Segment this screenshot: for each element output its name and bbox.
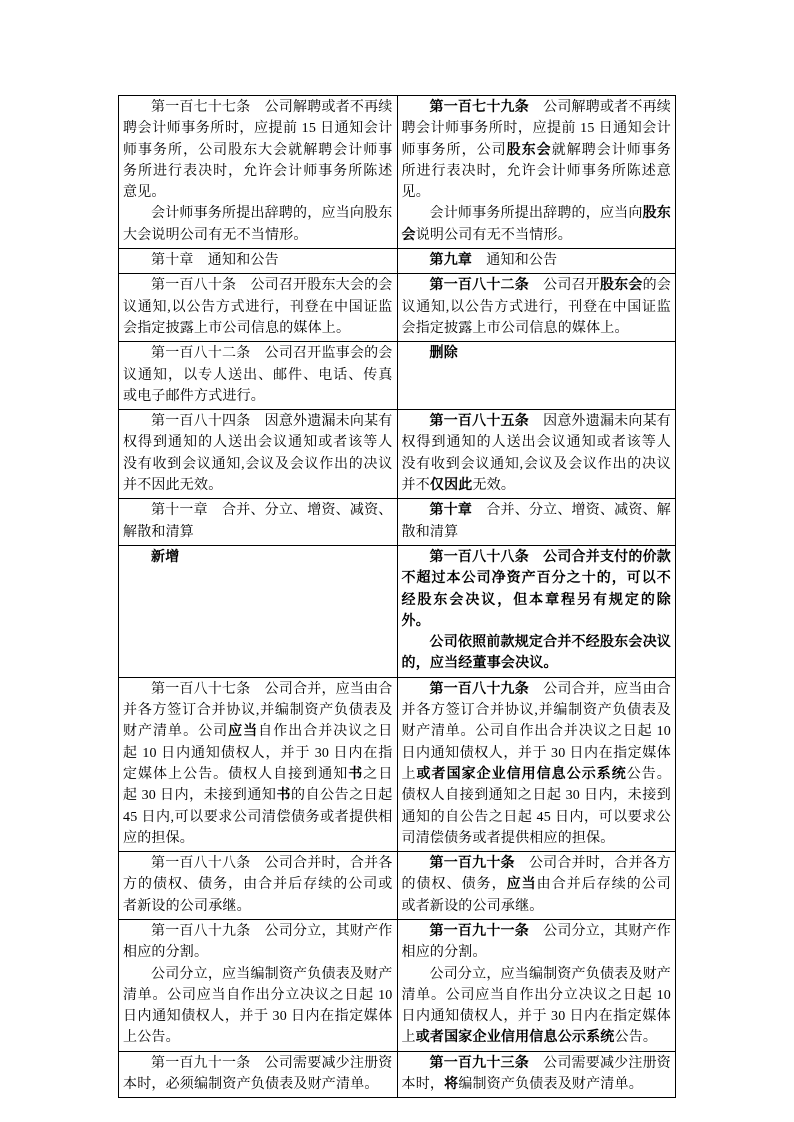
table-row bbox=[119, 274, 676, 342]
revised-text: 应当 bbox=[506, 877, 537, 893]
clause-text: 会计师事务所提出辞聘的，应当向股东大会说明公司有无不当情形。 bbox=[123, 206, 393, 243]
revised-text: 股东会 bbox=[506, 142, 552, 158]
table-row bbox=[119, 852, 676, 920]
clause-text: 第十一章 合并、分立、增资、减资、解散和清算 bbox=[123, 503, 393, 540]
clause-paragraph bbox=[402, 203, 672, 246]
clause-paragraph bbox=[123, 500, 393, 543]
clause-text: 第一百八十九条 公司分立，其财产作相应的分割。 bbox=[123, 923, 393, 961]
clause-cell-left bbox=[119, 249, 398, 274]
revised-text: 删除 bbox=[429, 346, 458, 362]
clause-cell-left bbox=[119, 96, 398, 249]
clause-text: 第一百八十四条 因意外遗漏未向某有权得到通知的人送出会议通知或者该等人没有收到会议通知,会议及会议作出的决议并不因此无效。 bbox=[123, 414, 393, 494]
clause-paragraph bbox=[402, 632, 672, 675]
clause-text: 由合并后存续的公司或者新设的公司承继。 bbox=[401, 877, 672, 914]
clause-text: 第一百八十七条 公司合并，应当由合并各方签订合并协议,并编制资产负债表及财产清单。公司 bbox=[123, 681, 393, 740]
clause-paragraph bbox=[123, 547, 393, 568]
comparison-table-body bbox=[119, 96, 676, 1098]
clause-text: 就解聘会计师事务所进行表决时，允许会计师事务所陈述意见。 bbox=[401, 142, 672, 201]
revised-text: 公司依照前款规定合并不经股东会决议的，应当经董事会决议。 bbox=[401, 635, 671, 672]
clause-text: 编制资产负债表及财产清单。 bbox=[458, 1077, 643, 1093]
clause-text: 公司分立，应当编制资产负债表及财产清单。公司应当自作出分立决议之日起 10 日内通知债权人，并于 30 日内在指定媒体上 bbox=[401, 966, 671, 1046]
clause-cell-right bbox=[397, 96, 676, 249]
revised-text: 新增 bbox=[151, 549, 180, 565]
clause-text: 第一百八十条 公司召开股东大会的会议通知,以公告方式进行，刊登在中国证监会指定披露上市公司信息的媒体上。 bbox=[123, 278, 393, 336]
clause-text: 第一百九十一条 公司需要减少注册资本时，必须编制资产负债表及财产清单。 bbox=[123, 1055, 393, 1093]
clause-paragraph bbox=[402, 500, 672, 543]
table-row bbox=[119, 545, 676, 677]
revised-text: 股东会 bbox=[599, 278, 643, 294]
clause-text: 会计师事务所提出辞聘的，应当向 bbox=[429, 206, 643, 222]
revised-text: 书 bbox=[276, 788, 292, 804]
revised-text: 书 bbox=[348, 766, 364, 782]
clause-paragraph bbox=[123, 203, 393, 246]
revised-text: 第一百七十九条 bbox=[429, 100, 544, 115]
clause-paragraph bbox=[402, 547, 672, 632]
clause-cell-right bbox=[397, 852, 676, 920]
clause-text: 自作出合并决议之日起 10 日内通知债权人，并于 30 日内在指定媒体上公告。债权人自接到通知 bbox=[123, 724, 393, 782]
revised-text: 第一百八十九条 bbox=[429, 681, 544, 697]
clause-cell-left bbox=[119, 852, 398, 920]
clause-paragraph bbox=[123, 964, 393, 1049]
clause-paragraph bbox=[123, 1053, 393, 1096]
clause-paragraph bbox=[402, 921, 672, 964]
clause-cell-left bbox=[119, 410, 398, 499]
clause-cell-right bbox=[397, 342, 676, 410]
revised-text: 第九章 bbox=[429, 253, 473, 269]
table-row bbox=[119, 499, 676, 546]
table-row bbox=[119, 96, 676, 249]
clause-text: 公告。 bbox=[614, 1030, 658, 1046]
clause-paragraph bbox=[402, 964, 672, 1049]
revised-text: 第十章 bbox=[429, 503, 473, 519]
clause-cell-right bbox=[397, 919, 676, 1051]
clause-cell-right bbox=[397, 545, 676, 677]
clause-cell-right bbox=[397, 274, 676, 342]
clause-text: 公司分立，应当编制资产负债表及财产清单。公司应当自作出分立决议之日起 10 日内通知债权人，并于 30 日内在指定媒体上公告。 bbox=[123, 966, 393, 1046]
clause-text: 公司合并，应当由合并各方签订合并协议,并编制资产负债表及财产清单。公司自作出合并决议之日起 10 日内通知债权人，并于 30 日内在指定媒体上 bbox=[401, 681, 671, 782]
clause-paragraph bbox=[402, 250, 672, 271]
clause-paragraph bbox=[402, 1053, 672, 1096]
revised-text: 第一百八十五条 bbox=[429, 414, 544, 430]
clause-text: 公司解聘或者不再续聘会计师事务所时，应提前 15 日通知会计师事务所，公司 bbox=[401, 100, 671, 158]
revised-text: 第一百九十条 bbox=[429, 856, 529, 872]
clause-text: 公司需要减少注册资本时， bbox=[401, 1055, 671, 1093]
clause-cell-right bbox=[397, 249, 676, 274]
clause-paragraph bbox=[402, 343, 672, 364]
clause-text: 通知和公告 bbox=[472, 253, 558, 269]
clause-paragraph bbox=[402, 97, 672, 203]
table-row bbox=[119, 249, 676, 274]
revised-text: 将 bbox=[444, 1077, 459, 1093]
clause-cell-left bbox=[119, 499, 398, 546]
clause-text: 第十章 通知和公告 bbox=[151, 253, 279, 269]
clause-paragraph bbox=[402, 853, 672, 917]
clause-cell-left bbox=[119, 1051, 398, 1098]
clause-paragraph bbox=[123, 250, 393, 271]
clause-paragraph bbox=[123, 275, 393, 339]
clause-cell-left bbox=[119, 342, 398, 410]
clause-cell-left bbox=[119, 274, 398, 342]
clause-text: 之日起 30 日内，未接到通知 bbox=[123, 766, 393, 804]
clause-text: 公司召开 bbox=[543, 278, 600, 294]
clause-paragraph bbox=[123, 853, 393, 917]
revised-text: 第一百九十一条 bbox=[429, 923, 544, 939]
clause-paragraph bbox=[402, 679, 672, 849]
revised-text: 第一百八十八条 公司合并支付的价款不超过本公司净资产百分之十的，可以不经股东会决议，但本章程另有规定的除外。 bbox=[401, 549, 671, 629]
clause-text: 第一百七十七条 公司解聘或者不再续聘会计师事务所时，应提前 15 日通知会计师事务所，公司股东大会就解聘会计师事务所进行表决时，允许会计师事务所陈述意见。 bbox=[123, 100, 393, 201]
clause-cell-left bbox=[119, 545, 398, 677]
clause-text: 第一百八十八条 公司合并时，合并各方的债权、债务，由合并后存续的公司或者新设的公司承继。 bbox=[123, 856, 393, 914]
table-row bbox=[119, 919, 676, 1051]
clause-comparison-table bbox=[118, 95, 676, 1098]
clause-text: 的会议通知,以公告方式进行，刊登在中国证监会指定披露上市公司信息的媒体上。 bbox=[401, 278, 671, 336]
table-row bbox=[119, 410, 676, 499]
revised-text: 应当 bbox=[228, 724, 259, 740]
clause-paragraph bbox=[123, 679, 393, 849]
revised-text: 股东会 bbox=[401, 206, 671, 243]
clause-paragraph bbox=[123, 921, 393, 964]
clause-cell-right bbox=[397, 499, 676, 546]
clause-cell-left bbox=[119, 919, 398, 1051]
revised-text: 或者国家企业信用信息公示系统 bbox=[416, 766, 627, 782]
table-row bbox=[119, 1051, 676, 1098]
clause-text: 因意外遗漏未向某有权得到通知的人送出会议通知或者该等人没有收到会议通知,会议及会议作出的决议并不 bbox=[401, 414, 671, 494]
table-row bbox=[119, 342, 676, 410]
clause-cell-left bbox=[119, 677, 398, 851]
table-row bbox=[119, 677, 676, 851]
clause-paragraph bbox=[123, 411, 393, 496]
clause-paragraph bbox=[123, 343, 393, 407]
revised-text: 或者国家企业信用信息公示系统 bbox=[415, 1030, 615, 1046]
clause-text: 公司分立，其财产作相应的分割。 bbox=[401, 923, 671, 961]
clause-text: 公告。债权人自接到通知之日起 30 日内，未接到通知的自公告之日起 45 日内，可以要求公司清偿债务或者提供相应的担保。 bbox=[401, 766, 671, 846]
clause-text: 的自公告之日起 45 日内,可以要求公司清偿债务或者提供相应的担保。 bbox=[123, 788, 393, 846]
clause-text: 无效。 bbox=[472, 478, 516, 494]
clause-cell-right bbox=[397, 1051, 676, 1098]
clause-paragraph bbox=[402, 275, 672, 339]
revised-text: 第一百八十二条 bbox=[429, 278, 544, 294]
clause-text: 合并、分立、增资、减资、解散和清算 bbox=[401, 503, 671, 540]
clause-paragraph bbox=[123, 97, 393, 203]
clause-text: 说明公司有无不当情形。 bbox=[415, 227, 572, 243]
clause-cell-right bbox=[397, 410, 676, 499]
clause-text: 第一百八十二条 公司召开监事会的会议通知，以专人送出、邮件、电话、传真或电子邮件方式进行。 bbox=[123, 346, 393, 404]
clause-paragraph bbox=[402, 411, 672, 496]
clause-cell-right bbox=[397, 677, 676, 851]
revised-text: 仅因此 bbox=[429, 478, 473, 494]
revised-text: 第一百九十三条 bbox=[429, 1055, 544, 1071]
clause-text: 公司合并时，合并各方的债权、债务， bbox=[401, 856, 672, 893]
